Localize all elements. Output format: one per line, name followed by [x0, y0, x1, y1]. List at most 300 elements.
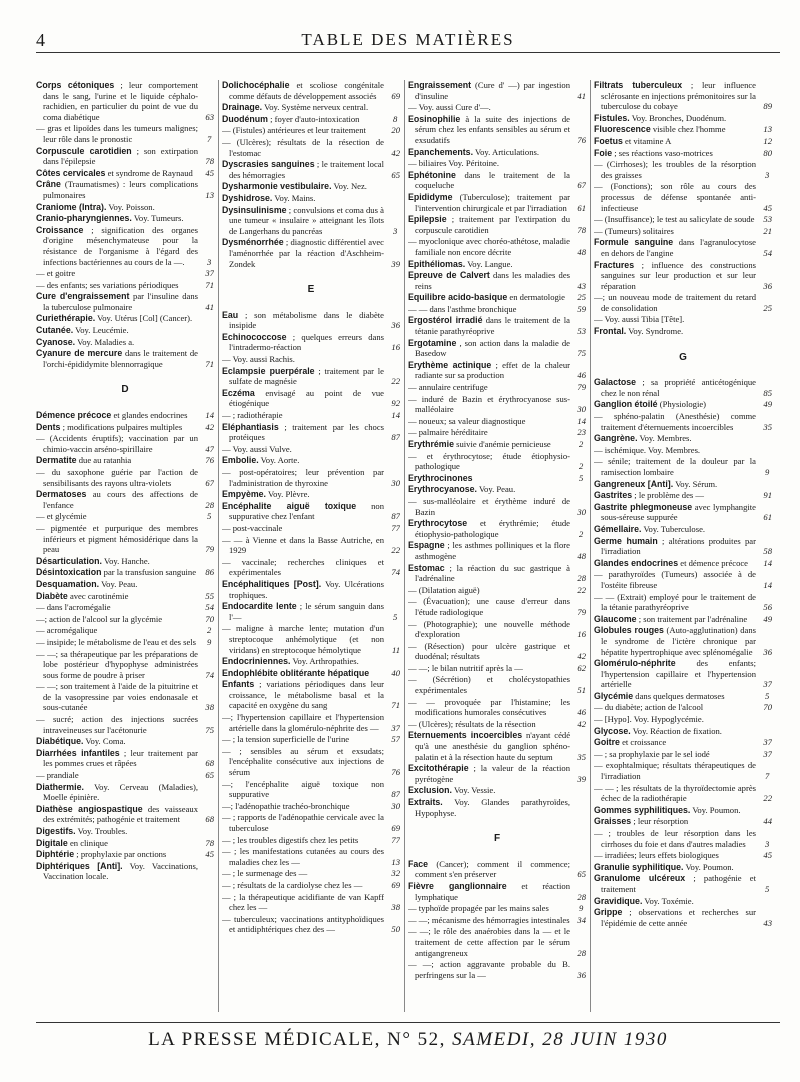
- entry-term: Eczéma: [222, 387, 255, 398]
- entry-term: Ephétonine: [408, 169, 456, 180]
- entry-description: ; ses réactions vaso-motrices: [614, 147, 713, 158]
- index-entry: [408, 585, 586, 596]
- entry-page-ref: 45: [205, 849, 214, 860]
- entry-term: Erythème actinique: [408, 359, 492, 370]
- entry-page-ref: 35: [763, 421, 772, 432]
- entry-description: due au ratanhia: [78, 455, 132, 466]
- entry-description: avec carotinémie: [69, 590, 129, 601]
- entry-page-ref: 20: [391, 125, 400, 136]
- entry-term: Equilibre acido-basique: [408, 292, 508, 303]
- entry-term: Endocardite lente: [222, 601, 297, 612]
- entry-description: — des enfants; ses variations périodiques: [36, 279, 179, 290]
- entry-term: Gravidique.: [594, 895, 643, 906]
- entry-description: ; la valeur de la réaction pyrétogène: [415, 763, 570, 784]
- section-letter: D: [121, 384, 129, 396]
- entry-term: Ergotamine: [408, 337, 457, 348]
- index-entry: [594, 726, 772, 737]
- entry-description: Voy. Membres.: [639, 433, 692, 444]
- entry-page-ref: 69: [391, 879, 400, 890]
- index-entry: [36, 804, 214, 825]
- entry-page-ref: 80: [763, 147, 772, 158]
- entry-description: —; action de l'alcool sur la glycémie: [36, 613, 163, 624]
- entry-description: Voy. Syndrome.: [628, 326, 684, 337]
- entry-term: Graisses: [594, 816, 632, 827]
- entry-term: Digitale: [36, 837, 68, 848]
- index-entry: [222, 181, 400, 192]
- entry-description: — gras et lipoïdes dans les tumeurs malignes; leur rôle dans le pronostic: [36, 123, 198, 144]
- entry-term: Eléphantiasis: [222, 421, 279, 432]
- entry-description: —; l'hypertension capillaire et l'hypertension artérielle dans la glomérulo-néphrite des —: [222, 712, 384, 733]
- entry-description: et syndrome de Raynaud: [107, 167, 193, 178]
- entry-description: — parathyroïdes (Tumeurs) associée à de l'ostéite fibreuse: [594, 569, 756, 590]
- entry-page-ref: 42: [391, 147, 400, 158]
- entry-page-ref: 42: [577, 718, 586, 729]
- entry-description: Voy. Arthropathies.: [292, 656, 359, 667]
- entry-term: Glycose.: [594, 725, 631, 736]
- entry-term: Ergostérol irradié: [408, 315, 483, 326]
- entry-description: ; le traitement local des hémorragies: [229, 159, 385, 180]
- index-entry: [408, 563, 586, 584]
- index-entry: [408, 540, 586, 561]
- entry-description: en clinique: [69, 837, 108, 848]
- index-entry: [408, 730, 586, 762]
- entry-page-ref: 56: [763, 602, 772, 613]
- index-entry: [36, 523, 214, 555]
- index-entry: [222, 801, 400, 812]
- entry-description: Voy. Vaccinations, Vaccination locale.: [43, 860, 198, 882]
- entry-description: avec lymphangite sous-séreuse suppurée: [601, 501, 756, 523]
- entry-description: ; quelques erreurs dans l'intradermo-réaction: [229, 331, 384, 353]
- entry-description: — Voy. aussi Vulve.: [222, 443, 292, 454]
- entry-page-ref: 69: [391, 823, 400, 833]
- entry-page-ref: 45: [205, 167, 214, 178]
- index-entry: [222, 237, 400, 269]
- index-entry: [36, 838, 214, 849]
- entry-description: dans le traitement de la tétanie parathyréoprive: [415, 315, 570, 337]
- entry-description: — Voy. aussi Rachis.: [222, 354, 295, 365]
- entry-term: Granulome ulcéreux: [594, 873, 686, 884]
- index-entry: [408, 394, 586, 415]
- entry-term: Fluorescence: [594, 124, 651, 135]
- index-entry: [408, 641, 586, 662]
- index-entry: [408, 80, 586, 101]
- index-columns: [36, 80, 780, 1012]
- entry-page-ref: 11: [392, 644, 400, 655]
- entry-page-ref: 13: [763, 124, 772, 135]
- entry-page-ref: 43: [577, 280, 586, 291]
- entry-term: Face: [408, 858, 429, 869]
- entry-page-ref: 39: [577, 773, 586, 784]
- entry-description: Voy. Tuberculose.: [643, 523, 706, 534]
- index-entry: [594, 536, 772, 557]
- index-entry: [222, 159, 400, 180]
- index-entry: [222, 623, 400, 655]
- entry-description: — —; le rôle des anaérobies dans la — et le traitement de cette affection par le sérum antigangreneux: [408, 926, 570, 958]
- index-entry: [36, 168, 214, 179]
- index-entry: [408, 214, 586, 235]
- entry-term: Goitre: [594, 737, 620, 748]
- index-entry: [36, 313, 214, 324]
- index-entry: [408, 315, 586, 336]
- entry-term: Epithéliomas.: [408, 258, 466, 269]
- entry-page-ref: 41: [205, 301, 214, 312]
- entry-description: — prandiale: [36, 770, 79, 781]
- entry-page-ref: 45: [763, 202, 772, 213]
- index-entry: [222, 137, 400, 158]
- entry-description: — ; les troubles digestifs chez les petits: [222, 834, 359, 845]
- index-entry: [36, 556, 214, 567]
- entry-description: — sphéno-palatin (Anesthésie) comme traitement d'éternuements incoercibles: [594, 411, 756, 432]
- entry-description: Voy. Ulcérations trophiques.: [229, 578, 384, 600]
- entry-page-ref: 79: [577, 606, 586, 617]
- index-entry: [222, 712, 400, 733]
- entry-description: — du diabète; action de l'alcool: [594, 702, 704, 713]
- entry-term: Gangreneux [Anti].: [594, 478, 674, 489]
- index-entry: [222, 656, 400, 667]
- entry-page-ref: 53: [763, 214, 772, 225]
- index-entry: [222, 579, 400, 600]
- entry-description: Voy. Leucémie.: [75, 325, 129, 336]
- entry-description: Voy. Langue.: [467, 258, 513, 269]
- entry-description: — — (Extrait) employé pour le traitement de la tétanie parathyréoprive: [594, 591, 756, 613]
- index-entry: [222, 410, 400, 421]
- entry-page-ref: 48: [577, 550, 586, 561]
- entry-description: — du saxophone guérie par l'action de sensibilisants des rayons ultra-violets: [36, 467, 198, 488]
- entry-description: ; traitement par le sulfate de magnésie: [229, 365, 384, 387]
- index-entry: [36, 614, 214, 625]
- index-entry: [594, 399, 772, 410]
- index-entry: [36, 80, 214, 122]
- entry-page-ref: 34: [577, 914, 586, 925]
- entry-description: — palmaire héréditaire: [408, 427, 488, 438]
- entry-page-ref: 21: [763, 225, 772, 236]
- entry-description: Voy. Coma.: [85, 736, 126, 747]
- entry-term: Diabétique.: [36, 736, 84, 747]
- entry-page-ref: 62: [577, 662, 586, 673]
- entry-page-ref: 78: [205, 837, 214, 848]
- entry-page-ref: 36: [577, 969, 586, 980]
- entry-description: — (Cirrhoses); les troubles de la résorption des graisses: [594, 159, 756, 180]
- entry-page-ref: 22: [391, 376, 400, 387]
- index-entry: Glycémie dans quelques dermatoses 5: [594, 690, 770, 701]
- entry-description: — (Fonctions); son rôle au cours des processus de défense spontanée anti-infectieuse: [594, 181, 756, 213]
- entry-page-ref: 79: [205, 544, 214, 555]
- entry-page-ref: 45: [763, 850, 772, 861]
- index-entry: [594, 524, 772, 535]
- entry-description: — (Tumeurs) solitaires: [594, 225, 674, 236]
- entry-description: dans l'agranulocytose en dehors de l'angine: [601, 237, 756, 258]
- entry-description: Voy. Poumon.: [685, 861, 734, 872]
- entry-description: Voy. Poisson.: [108, 201, 155, 212]
- entry-page-ref: 63: [205, 111, 214, 122]
- entry-term: Enfants: [222, 679, 255, 690]
- index-entry: [594, 148, 772, 159]
- entry-page-ref: 74: [205, 669, 214, 680]
- entry-term: Embolie.: [222, 455, 259, 466]
- section-letter: F: [493, 833, 501, 845]
- entry-term: Ganglion étoilé: [594, 399, 658, 410]
- index-column-2: [222, 80, 400, 1012]
- entry-term: Gastrite phlegmoneuse: [594, 501, 693, 512]
- entry-term: Curiethérapie.: [36, 313, 96, 324]
- entry-description: — acromégalique: [36, 625, 98, 636]
- entry-description: Voy. Aorte.: [260, 455, 300, 466]
- entry-page-ref: 14: [577, 415, 586, 426]
- entry-page-ref: 42: [577, 651, 586, 662]
- index-entry: [594, 658, 772, 690]
- entry-description: — ; sa prophylaxie par le sel iodé: [594, 748, 710, 759]
- entry-term: Corps cétoniques: [36, 80, 115, 90]
- index-entry: [594, 490, 772, 501]
- entry-page-ref: 38: [391, 902, 400, 913]
- entry-description: non suppurative chez l'enfant: [229, 500, 384, 522]
- entry-page-ref: 14: [763, 557, 772, 568]
- entry-page-ref: 92: [391, 398, 400, 409]
- entry-page-ref: 71: [205, 279, 214, 290]
- entry-description: et glandes endocrines: [113, 410, 188, 421]
- entry-page-ref: 16: [577, 629, 586, 640]
- entry-term: Espagne: [408, 540, 445, 551]
- entry-term: Dermatoses: [36, 489, 87, 500]
- index-entry: [222, 332, 400, 353]
- entry-page-ref: 71: [205, 358, 214, 369]
- index-entry: — (Cirrhoses); les troubles de la résorption des graisses 3: [594, 159, 770, 180]
- entry-description: — — ; les résultats de la thyroïdectomie après échec de la radiothérapie: [594, 782, 756, 804]
- entry-description: Voy. Troubles.: [77, 826, 128, 836]
- entry-term: Foie: [594, 147, 613, 158]
- entry-description: n'ayant cédé qu'à une anesthésie du ganglion sphéno-palatin et à la résection haute du septum: [415, 730, 571, 762]
- entry-term: Croissance: [36, 224, 84, 235]
- entry-description: à la suite des injections de sérum chez les enfants sensibles au sérum et exsudatifs: [415, 113, 570, 145]
- index-entry: [408, 859, 586, 880]
- entry-term: Eclampsie puerpérale: [222, 365, 315, 376]
- entry-page-ref: 22: [391, 545, 400, 556]
- index-entry: [36, 410, 214, 421]
- index-entry: [408, 797, 586, 818]
- entry-term: Germe humain: [594, 535, 658, 546]
- entry-term: Echinococcose: [222, 331, 287, 342]
- entry-page-ref: 14: [205, 410, 214, 421]
- index-entry: [594, 816, 772, 827]
- entry-term: Dermatite: [36, 455, 77, 466]
- entry-description: (Tuberculose); traitement par l'intervention chirurgicale et par l'irradiation: [415, 191, 570, 213]
- index-entry: — typhoïde propagée par les mains sales 9: [408, 903, 584, 914]
- entry-term: Endocriniennes.: [222, 656, 291, 667]
- entry-description: — —; action aggravante probable du B. perfringens sur la —: [408, 959, 570, 980]
- index-entry: [222, 388, 400, 409]
- index-entry: Erythrocinones 5: [408, 472, 584, 483]
- entry-page-ref: 25: [577, 292, 586, 303]
- index-entry: Granulome ulcéreux ; pathogénie et traitement 5: [594, 873, 770, 894]
- entry-description: — ; le surmenage des —: [222, 868, 308, 879]
- entry-page-ref: 40: [391, 667, 400, 678]
- entry-page-ref: 87: [391, 789, 400, 800]
- entry-term: Erythrocinones: [408, 472, 473, 483]
- entry-description: ; le sérum sanguin dans l'—: [229, 601, 385, 622]
- entry-description: — pigmentée et purpurique des membres inférieurs et pigment hémosidérique dans la peau: [36, 522, 198, 555]
- page-header: [36, 28, 780, 53]
- index-entry: [594, 702, 772, 713]
- entry-term: Gastrites: [594, 490, 633, 501]
- entry-page-ref: 51: [577, 685, 586, 696]
- entry-page-ref: 43: [763, 917, 772, 928]
- index-entry: [36, 770, 214, 781]
- index-entry: [594, 737, 772, 748]
- index-entry: [222, 668, 400, 679]
- entry-description: Voy. Poumon.: [692, 804, 741, 815]
- entry-page-ref: 59: [577, 303, 586, 314]
- entry-term: Empyème.: [222, 489, 267, 500]
- entry-page-ref: 54: [763, 247, 772, 258]
- index-column-1: [36, 80, 214, 1012]
- index-entry: [222, 310, 400, 331]
- entry-term: Crâne: [36, 179, 61, 190]
- entry-description: — myoclonique avec choréo-athétose, maladie familiale non encore décrite: [408, 236, 570, 257]
- page-title: TABLE DES MATIÈRES: [301, 30, 515, 49]
- entry-page-ref: 23: [577, 427, 586, 438]
- entry-description: visible chez l'homme: [652, 124, 726, 135]
- entry-description: Voy. Glandes parathyroïdes, Hypophyse.: [415, 797, 570, 818]
- entry-term: Gangrène.: [594, 433, 638, 444]
- entry-description: ; foyer d'auto-intoxication: [270, 113, 360, 124]
- entry-description: et croissance: [622, 737, 667, 748]
- entry-term: Erythrocytose: [408, 518, 468, 529]
- index-entry: [594, 592, 772, 613]
- index-entry: [594, 569, 772, 590]
- entry-description: ; influence des constructions sanguines sur leur production et sur leur réparation: [601, 259, 756, 291]
- index-entry: — exophtalmique; résultats thérapeutiques de l'irradiation 7: [594, 760, 770, 782]
- entry-description: par la transfusion sanguine: [103, 567, 197, 578]
- index-entry: [36, 748, 214, 769]
- entry-description: dans quelques dermatoses: [635, 690, 725, 701]
- entry-page-ref: 86: [205, 567, 214, 578]
- index-entry: [408, 785, 586, 796]
- entry-description: — tuberculeux; vaccinations antityphoïdiques et antidiphtériques chez des —: [222, 913, 384, 935]
- entry-description: ; signification des organes d'origine mésenchymateuse pour la résistance de l'organisme à l'égard des infections bactériennes au cours de la —.: [43, 224, 198, 267]
- index-entry: [36, 649, 214, 681]
- entry-description: — sénile; traitement de la douleur par la ramisection lombaire: [594, 456, 756, 477]
- index-entry: [594, 377, 772, 398]
- index-entry: [36, 861, 214, 882]
- entry-term: Granulie syphilitique.: [594, 861, 684, 872]
- index-entry: [222, 455, 400, 466]
- entry-description: ; son extirpation dans l'épilepsie: [43, 145, 198, 167]
- entry-term: Epilepsie: [408, 214, 447, 225]
- index-entry: [594, 124, 772, 135]
- index-entry: [594, 614, 772, 625]
- entry-page-ref: 37: [391, 722, 400, 733]
- page-footer: [36, 1022, 780, 1051]
- entry-description: Voy. Articulations.: [475, 146, 540, 157]
- entry-description: — irradiées; leurs effets biologiques: [594, 850, 719, 861]
- index-entry: [408, 926, 586, 958]
- entry-description: envisagé au point de vue étiogénique: [229, 387, 384, 409]
- index-entry: [222, 125, 400, 136]
- entry-page-ref: 75: [577, 348, 586, 359]
- index-entry: Duodénum ; foyer d'auto-intoxication 8: [222, 113, 398, 124]
- index-entry: [36, 422, 214, 433]
- entry-page-ref: 42: [205, 421, 214, 432]
- entry-page-ref: 30: [577, 404, 586, 415]
- entry-description: ; les asthmes polliniques et la flore asthmogène: [415, 540, 570, 561]
- entry-description: — (Dilatation aiguë): [408, 584, 480, 595]
- entry-page-ref: 37: [763, 679, 772, 690]
- index-entry: [36, 579, 214, 590]
- entry-description: — — à Vienne et dans la Basse Autriche, en 1929: [222, 534, 384, 556]
- entry-description: , son action dans la maladie de Basedow: [415, 337, 570, 359]
- index-entry: [222, 193, 400, 204]
- entry-term: Diathèse angiospastique: [36, 803, 143, 814]
- index-entry: [222, 734, 400, 745]
- entry-term: Dyscrasies sanguines: [222, 159, 315, 170]
- index-entry: [594, 714, 772, 725]
- index-entry: — et érythrocytose; étude étiophysio-pathologique 2: [408, 450, 584, 472]
- entry-description: ; variations périodiques dans leur croissance, le métabolisme basal et la capacité en oxygène du sang: [229, 679, 385, 711]
- entry-description: — exophtalmique; résultats thérapeutiques de l'irradiation: [594, 760, 756, 782]
- entry-page-ref: 47: [205, 443, 214, 454]
- index-entry: [36, 455, 214, 466]
- index-entry: [594, 181, 772, 213]
- index-entry: [594, 896, 772, 907]
- entry-page-ref: 65: [391, 169, 400, 180]
- index-entry: — ; troubles de leur résorption dans les cirrhoses du foie et dans d'autres maladies 3: [594, 828, 770, 849]
- index-entry: [594, 80, 772, 112]
- entry-page-ref: 65: [205, 770, 214, 781]
- index-entry: [222, 880, 400, 891]
- index-entry: [594, 625, 772, 657]
- index-entry: [408, 663, 586, 674]
- entry-term: Glycémie: [594, 690, 634, 701]
- entry-description: (Traumatismes) : leurs complications pulmonaires: [43, 179, 198, 200]
- entry-page-ref: 85: [763, 387, 772, 398]
- entry-description: — Voy. aussi Cure d'—.: [408, 102, 491, 113]
- index-entry: [408, 427, 586, 438]
- entry-description: — (Ulcères); résultats de la résection: [408, 718, 536, 729]
- index-column-3: [408, 80, 586, 1012]
- entry-page-ref: 30: [577, 506, 586, 517]
- entry-description: (Cancer); comment il commence; comment s'en préserver: [415, 858, 570, 880]
- entry-term: Excitothérapie: [408, 763, 469, 774]
- entry-description: Voy. Vessie.: [454, 785, 496, 796]
- index-entry: [222, 846, 400, 867]
- entry-description: Voy. Peau.: [478, 484, 516, 495]
- entry-description: — (Fistules) antérieures et leur traitement: [222, 125, 366, 136]
- index-entry: [408, 170, 586, 191]
- entry-description: dans les maladies des reins: [415, 270, 570, 291]
- index-entry: [594, 260, 772, 292]
- entry-page-ref: 70: [205, 613, 214, 624]
- index-entry: [408, 881, 586, 902]
- entry-description: — — dans l'asthme bronchique: [408, 303, 517, 314]
- entry-description: des vaisseaux des extrémités; pathogénie et traitement: [43, 803, 198, 825]
- index-entry: — insipide; le métabolisme de l'eau et des sels 9: [36, 636, 212, 647]
- index-entry: [408, 496, 586, 517]
- index-entry: [222, 914, 400, 935]
- index-entry: Erythrocytose et érythrémie; étude étiophysio-pathologique 2: [408, 518, 584, 539]
- entry-page-ref: 49: [763, 613, 772, 624]
- index-entry: [594, 502, 772, 523]
- index-entry: [36, 714, 214, 735]
- entry-term: Diphtérie: [36, 849, 75, 860]
- index-entry: [222, 779, 400, 800]
- entry-description: — post-vaccinale: [222, 522, 283, 533]
- entry-description: ; convulsions et coma dus à une tumeur « insulaire » atteignant les îlots de Langerhans du pancréas: [229, 204, 384, 236]
- index-entry: [222, 812, 400, 833]
- entry-term: Extraits.: [408, 797, 443, 807]
- index-entry: [36, 337, 214, 348]
- index-entry: [36, 489, 214, 510]
- entry-description: — ; la thérapeutique acidifiante de van Kapff chez les —: [222, 891, 384, 913]
